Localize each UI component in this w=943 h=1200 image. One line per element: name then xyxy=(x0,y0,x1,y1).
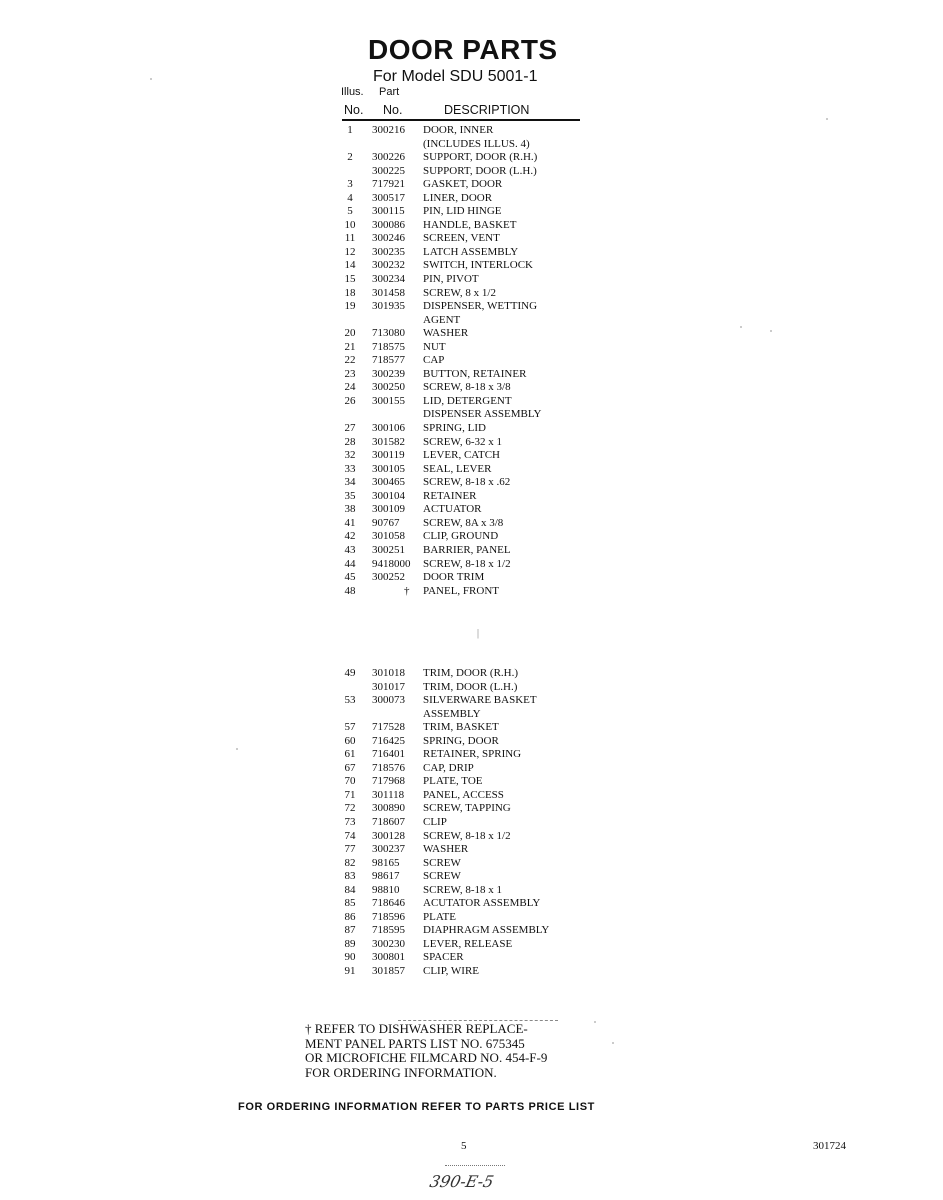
illus-number: 49 xyxy=(344,667,356,679)
part-description: PLATE, TOE xyxy=(423,775,483,788)
table-row xyxy=(338,192,598,206)
table-row xyxy=(338,341,598,355)
part-description: SILVERWARE BASKET xyxy=(423,694,537,707)
illus-number: 41 xyxy=(344,516,356,529)
part-description: WASHER xyxy=(423,327,469,340)
part-number: 300239 xyxy=(372,367,405,380)
table-row xyxy=(338,449,598,463)
part-description: TRIM, BASKET xyxy=(423,721,499,734)
part-description: CAP xyxy=(423,354,445,367)
part-description: PANEL, ACCESS xyxy=(423,788,504,801)
table-row xyxy=(338,408,598,422)
part-number: † xyxy=(404,584,410,597)
illus-number: 89 xyxy=(344,937,356,950)
part-description: SCREW, 8-18 x .62 xyxy=(423,476,511,489)
illus-number: 70 xyxy=(344,775,356,788)
part-number: 300237 xyxy=(372,843,405,856)
illus-number: 24 xyxy=(344,381,356,394)
illus-number: 45 xyxy=(344,571,356,584)
parts-table-upper xyxy=(338,124,598,598)
table-row xyxy=(338,530,598,544)
part-number: 300232 xyxy=(372,259,405,272)
table-row xyxy=(338,857,598,871)
part-description: CLIP, WIRE xyxy=(423,965,480,978)
part-description: PIN, PIVOT xyxy=(423,273,479,286)
part-description: DISPENSER, WETTING xyxy=(423,300,538,313)
illus-number: 34 xyxy=(344,476,356,489)
footnote-line: MENT PANEL PARTS LIST NO. 675345 xyxy=(305,1035,525,1051)
illus-number: 90 xyxy=(344,951,356,964)
table-row xyxy=(338,300,598,314)
part-description: LID, DETERGENT xyxy=(423,394,512,407)
part-number: 300517 xyxy=(372,191,405,204)
part-number: 300246 xyxy=(372,232,405,245)
part-number: 716401 xyxy=(372,748,405,761)
part-description: PLATE xyxy=(423,910,456,923)
table-row xyxy=(338,232,598,246)
part-description: SCREW, 6-32 x 1 xyxy=(423,435,503,448)
part-description: HANDLE, BASKET xyxy=(423,218,517,231)
document-number: 301724 xyxy=(813,1140,846,1152)
illus-number: 82 xyxy=(344,856,356,869)
part-number: 98810 xyxy=(372,883,400,896)
table-row xyxy=(338,138,598,152)
table-row xyxy=(338,219,598,233)
part-number: 300465 xyxy=(372,476,405,489)
part-description: (INCLUDES ILLUS. 4) xyxy=(423,137,530,150)
part-number: 301058 xyxy=(372,530,405,543)
part-number: 300109 xyxy=(372,503,405,516)
table-row xyxy=(338,544,598,558)
illus-number: 91 xyxy=(344,965,356,978)
part-description: RETAINER xyxy=(423,489,477,502)
part-number: 301935 xyxy=(372,300,405,313)
illus-number: 28 xyxy=(344,435,356,448)
part-number: 301018 xyxy=(372,667,405,679)
part-description: SEAL, LEVER xyxy=(423,462,492,475)
illus-number: 4 xyxy=(347,191,353,204)
parts-table-lower xyxy=(338,667,598,979)
scan-speck xyxy=(150,78,152,80)
part-description: CLIP, GROUND xyxy=(423,530,499,543)
part-number: 300234 xyxy=(372,273,405,286)
illus-number: 57 xyxy=(344,721,356,734)
part-description: SPRING, LID xyxy=(423,422,486,435)
illus-number: 20 xyxy=(344,327,356,340)
illus-number: 18 xyxy=(344,286,356,299)
part-description: LEVER, RELEASE xyxy=(423,937,513,950)
table-row xyxy=(338,924,598,938)
illus-number: 22 xyxy=(344,354,356,367)
table-row xyxy=(338,463,598,477)
part-description: SPACER xyxy=(423,951,464,964)
part-number: 300155 xyxy=(372,394,405,407)
part-description: SUPPORT, DOOR (L.H.) xyxy=(423,164,537,177)
part-number: 98165 xyxy=(372,856,400,869)
illus-number: 85 xyxy=(344,897,356,910)
illus-number: 67 xyxy=(344,761,356,774)
illus-number: 15 xyxy=(344,273,356,286)
part-description: SCREW, 8 x 1/2 xyxy=(423,286,496,299)
table-row xyxy=(338,681,598,695)
illus-number: 38 xyxy=(344,503,356,516)
table-row xyxy=(338,436,598,450)
scan-speck xyxy=(740,326,742,328)
illus-number: 27 xyxy=(344,422,356,435)
part-description: PANEL, FRONT xyxy=(423,584,499,597)
part-number: 300226 xyxy=(372,151,405,164)
table-row xyxy=(338,124,598,138)
illus-number: 74 xyxy=(344,829,356,842)
part-number: 718596 xyxy=(372,910,405,923)
table-row xyxy=(338,585,598,599)
part-description: DISPENSER ASSEMBLY xyxy=(423,408,542,421)
part-description: TRIM, DOOR (L.H.) xyxy=(423,680,518,693)
table-row xyxy=(338,476,598,490)
table-row xyxy=(338,965,598,979)
illus-number: 43 xyxy=(344,543,356,556)
handwritten-note: 390-E-5 xyxy=(427,1172,496,1191)
table-row xyxy=(338,762,598,776)
table-row xyxy=(338,558,598,572)
part-number: 300801 xyxy=(372,951,405,964)
table-row xyxy=(338,870,598,884)
illus-number: 11 xyxy=(344,232,356,245)
illus-column-header: No. xyxy=(344,103,364,117)
table-row xyxy=(338,381,598,395)
part-number: 300128 xyxy=(372,829,405,842)
part-number: 300890 xyxy=(372,802,405,815)
illus-number: 77 xyxy=(344,843,356,856)
illus-number: 12 xyxy=(344,245,356,258)
part-number: 301458 xyxy=(372,286,405,299)
part-number: 718595 xyxy=(372,924,405,937)
scan-speck xyxy=(612,1042,614,1044)
table-row xyxy=(338,395,598,409)
illus-number: 84 xyxy=(344,883,356,896)
ordering-note: FOR ORDERING INFORMATION REFER TO PARTS PRICE LIST xyxy=(238,1101,595,1113)
part-number: 713080 xyxy=(372,327,405,340)
table-row xyxy=(338,830,598,844)
part-number: 300104 xyxy=(372,489,405,502)
part-number: 300252 xyxy=(372,571,405,584)
part-number: 90767 xyxy=(372,516,400,529)
part-description: SCREW, 8-18 x 1 xyxy=(423,883,503,896)
part-description: LEVER, CATCH xyxy=(423,449,500,462)
part-description: SCREW, 8A x 3/8 xyxy=(423,516,504,529)
part-description: SCREW, 8-18 x 1/2 xyxy=(423,557,511,570)
illus-number: 26 xyxy=(344,394,356,407)
part-number: 300106 xyxy=(372,422,405,435)
illus-number: 35 xyxy=(344,489,356,502)
illus-number: 33 xyxy=(344,462,356,475)
illus-number: 10 xyxy=(344,218,356,231)
part-number: 300073 xyxy=(372,694,405,707)
page-number: 5 xyxy=(461,1140,467,1152)
illus-number: 87 xyxy=(344,924,356,937)
part-description: NUT xyxy=(423,340,446,353)
table-row xyxy=(338,802,598,816)
table-row xyxy=(338,246,598,260)
table-row xyxy=(338,884,598,898)
header-rule xyxy=(342,119,580,121)
table-row xyxy=(338,178,598,192)
table-row xyxy=(338,571,598,585)
part-number: 300225 xyxy=(372,164,405,177)
table-row xyxy=(338,517,598,531)
table-row xyxy=(338,503,598,517)
part-number: 301017 xyxy=(372,680,405,693)
handwriting-rule xyxy=(445,1165,505,1166)
table-row xyxy=(338,938,598,952)
table-row xyxy=(338,897,598,911)
illus-number: 2 xyxy=(347,151,353,164)
part-number: 9418000 xyxy=(372,557,411,570)
table-row xyxy=(338,843,598,857)
table-row xyxy=(338,816,598,830)
table-row xyxy=(338,911,598,925)
part-description: RETAINER, SPRING xyxy=(423,748,522,761)
part-number: 300251 xyxy=(372,543,405,556)
part-description: SCREW, 8-18 x 3/8 xyxy=(423,381,511,394)
part-column-header: No. xyxy=(383,103,403,117)
illus-number: 44 xyxy=(344,557,356,570)
description-column-header: DESCRIPTION xyxy=(444,103,530,117)
illus-number: 60 xyxy=(344,734,356,747)
part-description: LATCH ASSEMBLY xyxy=(423,245,519,258)
table-row xyxy=(338,708,598,722)
table-row xyxy=(338,490,598,504)
part-description: SWITCH, INTERLOCK xyxy=(423,259,533,272)
part-number: 718576 xyxy=(372,761,405,774)
part-number: 300119 xyxy=(372,449,405,462)
table-row xyxy=(338,287,598,301)
scan-speck xyxy=(826,118,828,120)
part-description: LINER, DOOR xyxy=(423,191,493,204)
table-row xyxy=(338,368,598,382)
table-row xyxy=(338,205,598,219)
part-description: ACUTATOR ASSEMBLY xyxy=(423,897,541,910)
part-number: 717968 xyxy=(372,775,405,788)
illus-number: 71 xyxy=(344,788,356,801)
table-row xyxy=(338,422,598,436)
illus-number: 83 xyxy=(344,870,356,883)
table-row xyxy=(338,735,598,749)
table-row xyxy=(338,775,598,789)
part-number: 300250 xyxy=(372,381,405,394)
table-row xyxy=(338,165,598,179)
part-description: GASKET, DOOR xyxy=(423,178,503,191)
part-description: CAP, DRIP xyxy=(423,761,474,774)
illus-number: 53 xyxy=(344,694,356,707)
scan-speck xyxy=(770,330,772,332)
illus-number: 72 xyxy=(344,802,356,815)
illus-number: 1 xyxy=(347,124,353,136)
part-description: DOOR TRIM xyxy=(423,571,485,584)
table-row xyxy=(338,327,598,341)
scan-speck xyxy=(594,1021,596,1023)
part-description: SCREW, TAPPING xyxy=(423,802,511,815)
footnote-line: FOR ORDERING INFORMATION. xyxy=(305,1064,497,1080)
illus-number: 32 xyxy=(344,449,356,462)
illus-number: 3 xyxy=(347,178,353,191)
footnote xyxy=(305,1022,605,1080)
illus-number: 48 xyxy=(344,584,356,597)
footnote-line: † REFER TO DISHWASHER REPLACE- xyxy=(305,1021,528,1036)
part-number: 718646 xyxy=(372,897,405,910)
separator-mark: | xyxy=(477,628,480,639)
part-number: 300216 xyxy=(372,124,405,136)
table-row xyxy=(338,789,598,803)
illus-number: 73 xyxy=(344,816,356,829)
part-description: SCREW xyxy=(423,856,461,869)
table-row xyxy=(338,354,598,368)
part-number: 716425 xyxy=(372,734,405,747)
part-description: SCREW xyxy=(423,870,461,883)
table-row xyxy=(338,694,598,708)
table-row xyxy=(338,667,598,681)
part-description: SUPPORT, DOOR (R.H.) xyxy=(423,151,538,164)
illus-number: 21 xyxy=(344,340,356,353)
part-description: BARRIER, PANEL xyxy=(423,543,511,556)
illus-column-header-top: Illus. xyxy=(341,86,364,98)
part-description: BUTTON, RETAINER xyxy=(423,367,527,380)
part-description: AGENT xyxy=(423,313,461,326)
table-row xyxy=(338,259,598,273)
table-row xyxy=(338,748,598,762)
part-description: CLIP xyxy=(423,816,447,829)
part-description: DIAPHRAGM ASSEMBLY xyxy=(423,924,550,937)
part-description: SCREW, 8-18 x 1/2 xyxy=(423,829,511,842)
part-number: 718577 xyxy=(372,354,405,367)
part-number: 718607 xyxy=(372,816,405,829)
part-description: PIN, LID HINGE xyxy=(423,205,502,218)
part-description: ASSEMBLY xyxy=(423,707,481,720)
table-row xyxy=(338,721,598,735)
part-number: 300105 xyxy=(372,462,405,475)
footnote-line: OR MICROFICHE FILMCARD NO. 454-F-9 xyxy=(305,1050,548,1065)
part-description: WASHER xyxy=(423,843,469,856)
part-number: 300086 xyxy=(372,218,405,231)
part-description: DOOR, INNER xyxy=(423,124,494,136)
illus-number: 19 xyxy=(344,300,356,313)
table-row xyxy=(338,314,598,328)
page-title: DOOR PARTS xyxy=(368,34,558,65)
part-description: SCREEN, VENT xyxy=(423,232,500,245)
table-row xyxy=(338,951,598,965)
part-description: ACTUATOR xyxy=(423,503,482,516)
part-number: 718575 xyxy=(372,340,405,353)
part-description: SPRING, DOOR xyxy=(423,734,499,747)
illus-number: 86 xyxy=(344,910,356,923)
illus-number: 61 xyxy=(344,748,356,761)
part-number: 300115 xyxy=(372,205,405,218)
illus-number: 5 xyxy=(347,205,353,218)
part-number: 98617 xyxy=(372,870,400,883)
part-number: 301582 xyxy=(372,435,405,448)
table-row xyxy=(338,151,598,165)
table-row xyxy=(338,273,598,287)
model-subtitle: For Model SDU 5001-1 xyxy=(373,68,538,85)
illus-number: 23 xyxy=(344,367,356,380)
part-number: 300235 xyxy=(372,245,405,258)
part-number: 717528 xyxy=(372,721,405,734)
part-description: TRIM, DOOR (R.H.) xyxy=(423,667,519,679)
part-number: 301118 xyxy=(372,788,405,801)
part-number: 301857 xyxy=(372,965,405,978)
part-number: 300230 xyxy=(372,937,405,950)
part-number: 717921 xyxy=(372,178,405,191)
part-column-header-top: Part xyxy=(379,86,400,98)
illus-number: 42 xyxy=(344,530,356,543)
illus-number: 14 xyxy=(344,259,356,272)
scan-speck xyxy=(236,748,238,750)
